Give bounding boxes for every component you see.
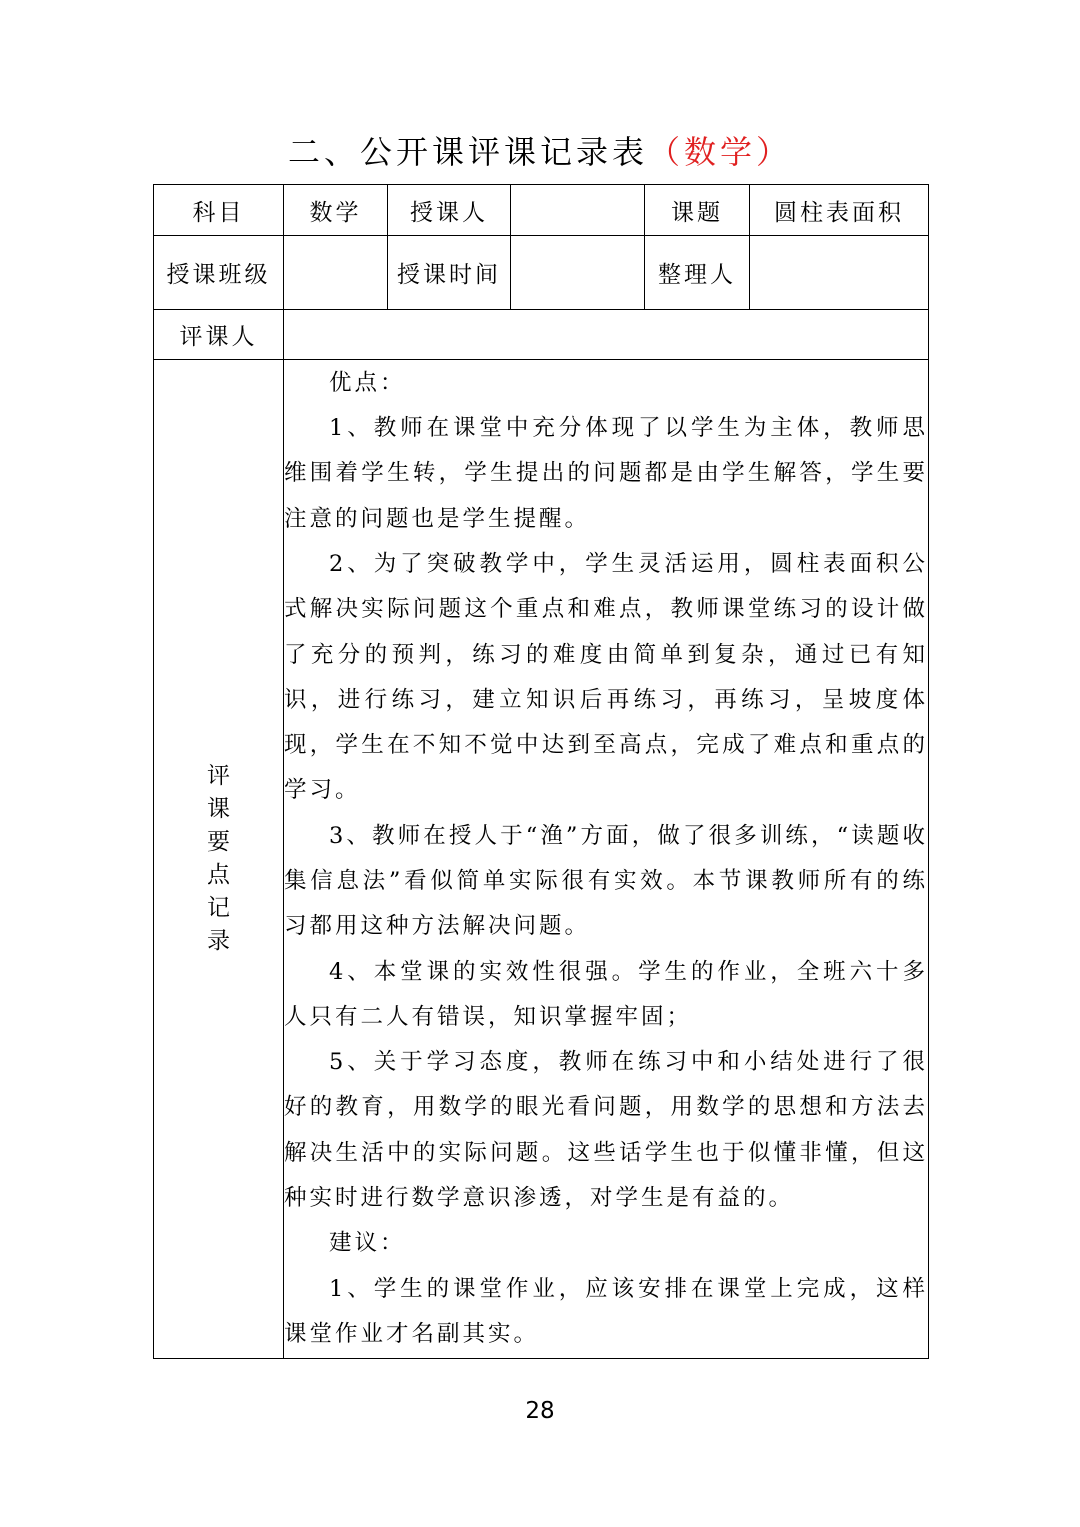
table-row	[154, 360, 929, 1359]
time-label: 授课时间	[388, 236, 511, 310]
table-row	[154, 310, 929, 360]
organizer-value	[750, 236, 929, 310]
teacher-value	[511, 185, 645, 236]
strength-item-4: 4、本堂课的实效性很强。学生的作业，全班六十多人只有二人有错误，知识掌握牢固；	[284, 958, 928, 1030]
strengths-heading: 优点：	[329, 369, 406, 396]
strength-item-1: 1、教师在课堂中充分体现了以学生为主体，教师思维围着学生转，学生提出的问题都是由学生解答，学生要注意的问题也是学生提醒。	[284, 415, 928, 532]
subject-value: 数学	[284, 185, 388, 236]
organizer-label: 整理人	[645, 236, 750, 310]
table-row	[154, 236, 929, 310]
notes-label-cell	[154, 360, 284, 1359]
topic-value: 圆柱表面积	[750, 185, 929, 236]
teacher-label: 授课人	[388, 185, 511, 236]
subject-label: 科目	[154, 185, 284, 236]
suggestions-heading: 建议：	[329, 1230, 406, 1257]
page-number: 28	[525, 1398, 555, 1424]
strength-item-5: 5、关于学习态度，教师在练习中和小结处进行了很好的教育，用数学的眼光看问题，用数学的思想和方法去解决生活中的实际问题。这些话学生也于似懂非懂，但这种实时进行数学意识渗透，对学生是有益的。	[284, 1049, 928, 1212]
notes-label: 评课要点记录	[207, 763, 230, 954]
document-title	[0, 128, 1080, 176]
title-subject-tag: （数学）	[648, 133, 793, 171]
review-record-table	[153, 184, 929, 1359]
title-text: 二、公开课评课记录表	[287, 133, 648, 171]
reviewer-value	[284, 310, 929, 360]
suggestion-item-1: 1、学生的课堂作业，应该安排在课堂上完成，这样课堂作业才名副其实。	[284, 1275, 928, 1347]
class-label: 授课班级	[154, 236, 284, 310]
time-value	[511, 236, 645, 310]
topic-label: 课题	[645, 185, 750, 236]
class-value	[284, 236, 388, 310]
notes-content	[284, 360, 929, 1359]
table-row	[154, 185, 929, 236]
reviewer-label: 评课人	[154, 310, 284, 360]
strength-item-3: 3、教师在授人于“渔”方面，做了很多训练，“读题收集信息法”看似简单实际很有实效。本节课教师所有的练习都用这种方法解决问题。	[284, 822, 928, 940]
strength-item-2: 2、为了突破教学中，学生灵活运用，圆柱表面积公式解决实际问题这个重点和难点，教师课堂练习的设计做了充分的预判，练习的难度由简单到复杂，通过已有知识，进行练习，建立知识后再练习，再练习，呈坡度体现，学生在不知不觉中达到至高点，完成了难点和重点的学习。	[284, 550, 928, 804]
